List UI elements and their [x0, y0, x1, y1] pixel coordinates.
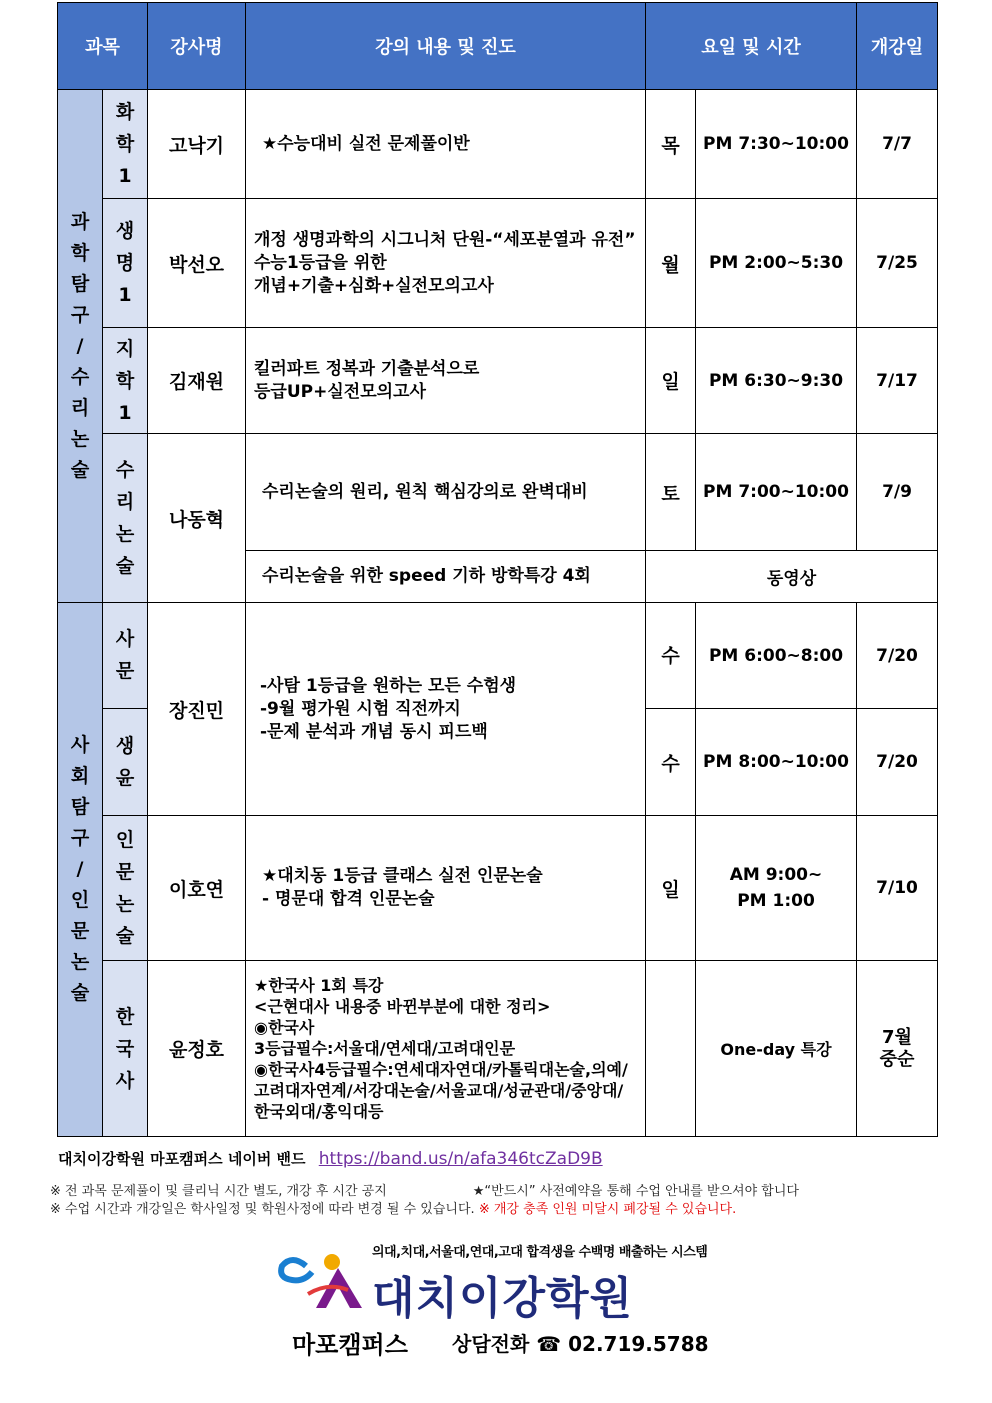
- start-date: 7/20: [857, 709, 938, 816]
- category-science: 과 학 탐 구 / 수 리 논 술: [58, 90, 103, 603]
- course-content: 개정 생명과학의 시그니처 단원-“세포분열과 유전” 수능1등급을 위한 개념+기출+심화+실전모의고사: [246, 199, 646, 328]
- class-day: 일: [646, 816, 696, 961]
- class-day: 일: [646, 328, 696, 434]
- subject-math-essay: 수 리 논 술: [103, 434, 148, 603]
- footer-phone: 상담전화 ☎ 02.719.5788: [452, 1332, 709, 1356]
- footer-slogan: 의대,치대,서울대,연대,고대 합격생을 수백명 배출하는 시스템: [372, 1245, 708, 1260]
- teacher-name: 나동혁: [148, 434, 246, 603]
- start-date: 7/20: [857, 603, 938, 709]
- start-date: 7/25: [857, 199, 938, 328]
- note-2: ※ 수업 시간과 개강일은 학사일정 및 학원사정에 따라 변경 될 수 있습니다.: [50, 1202, 475, 1217]
- table-row: [58, 603, 938, 709]
- class-time: PM 2:00~5:30: [696, 199, 857, 328]
- class-time: PM 8:00~10:00: [696, 709, 857, 816]
- table-row: [58, 199, 938, 328]
- start-date: 7/10: [857, 816, 938, 961]
- course-content: 수리논술의 원리, 원칙 핵심강의로 완벽대비: [246, 434, 646, 551]
- note-2-red: ※ 개강 충족 인원 미달시 폐강될 수 있습니다.: [478, 1202, 737, 1217]
- class-time: PM 7:00~10:00: [696, 434, 857, 551]
- course-content: 킬러파트 정복과 기출분석으로 등급UP+실전모의고사: [246, 328, 646, 434]
- class-day: 목: [646, 90, 696, 199]
- notes: [50, 1183, 950, 1219]
- header-subject: 과목: [58, 3, 148, 90]
- teacher-name: 김재원: [148, 328, 246, 434]
- teacher-name: 장진민: [148, 603, 246, 816]
- subject-ethics: 생 윤: [103, 709, 148, 816]
- course-content: -사탐 1등급을 원하는 모든 수험생 -9월 평가원 시험 직전까지 -문제 분석과 개념 동시 피드백: [246, 603, 646, 816]
- class-mode: 동영상: [646, 551, 938, 603]
- class-time: One-day 특강: [696, 961, 857, 1137]
- table-row: [58, 961, 938, 1137]
- note-1-right: ★“반드시” 사전예약을 통해 수업 안내를 받으셔야 합니다: [472, 1184, 799, 1199]
- start-date: 7/9: [857, 434, 938, 551]
- class-day: 토: [646, 434, 696, 551]
- subject-biology: 생 명 1: [103, 199, 148, 328]
- subject-humanities-essay: 인 문 논 술: [103, 816, 148, 961]
- teacher-name: 윤정호: [148, 961, 246, 1137]
- header-teacher: 강사명: [148, 3, 246, 90]
- band-label: 대치이강학원 마포캠퍼스 네이버 밴드: [58, 1150, 306, 1168]
- footer-brand: 대치이강학원: [372, 1273, 634, 1324]
- table-row: [58, 90, 938, 199]
- subject-earth-science: 지 학 1: [103, 328, 148, 434]
- teacher-name: 이호연: [148, 816, 246, 961]
- subject-chemistry: 화 학 1: [103, 90, 148, 199]
- table-row: [58, 328, 938, 434]
- course-content: ★수능대비 실전 문제풀이반: [246, 90, 646, 199]
- class-time: PM 6:30~9:30: [696, 328, 857, 434]
- subject-korean-history: 한 국 사: [103, 961, 148, 1137]
- class-day: [646, 961, 696, 1137]
- teacher-name: 박선오: [148, 199, 246, 328]
- header-start-date: 개강일: [857, 3, 938, 90]
- start-date: 7월 중순: [857, 961, 938, 1137]
- course-content: ★한국사 1회 특강 <근현대사 내용중 바뀐부분에 대한 정리> ◉한국사 3등급필수:서울대/연세대/고려대인문 ◉한국사4등급필수:연세대자연대/카톨릭대논술,의예/고려대자연계/서강대논술/서울교대/성균관대/중앙대/ 한국외대/홍익대등: [246, 961, 646, 1137]
- band-info: [58, 1148, 603, 1169]
- class-day: 수: [646, 603, 696, 709]
- table-row: [58, 434, 938, 551]
- class-time: AM 9:00~ PM 1:00: [696, 816, 857, 961]
- course-content-extra: 수리논술을 위한 speed 기하 방학특강 4회: [246, 551, 646, 603]
- class-day: 월: [646, 199, 696, 328]
- subject-society-culture: 사 문: [103, 603, 148, 709]
- header-content: 강의 내용 및 진도: [246, 3, 646, 90]
- table-row: [58, 816, 938, 961]
- footer-campus: 마포캠퍼스: [292, 1331, 408, 1359]
- class-time: PM 6:00~8:00: [696, 603, 857, 709]
- class-time: PM 7:30~10:00: [696, 90, 857, 199]
- header-schedule: 요일 및 시간: [646, 3, 857, 90]
- class-day: 수: [646, 709, 696, 816]
- course-content: ★대치동 1등급 클래스 실전 인문논술 - 명문대 합격 인문논술: [246, 816, 646, 961]
- start-date: 7/7: [857, 90, 938, 199]
- start-date: 7/17: [857, 328, 938, 434]
- note-1-left: ※ 전 과목 문제풀이 및 클리닉 시간 별도, 개강 후 시간 공지: [50, 1184, 387, 1199]
- band-link[interactable]: https://band.us/n/afa346tcZaD9B: [318, 1149, 603, 1169]
- schedule-table: [57, 2, 938, 1137]
- category-social: 사 회 탐 구 / 인 문 논 술: [58, 603, 103, 1137]
- teacher-name: 고낙기: [148, 90, 246, 199]
